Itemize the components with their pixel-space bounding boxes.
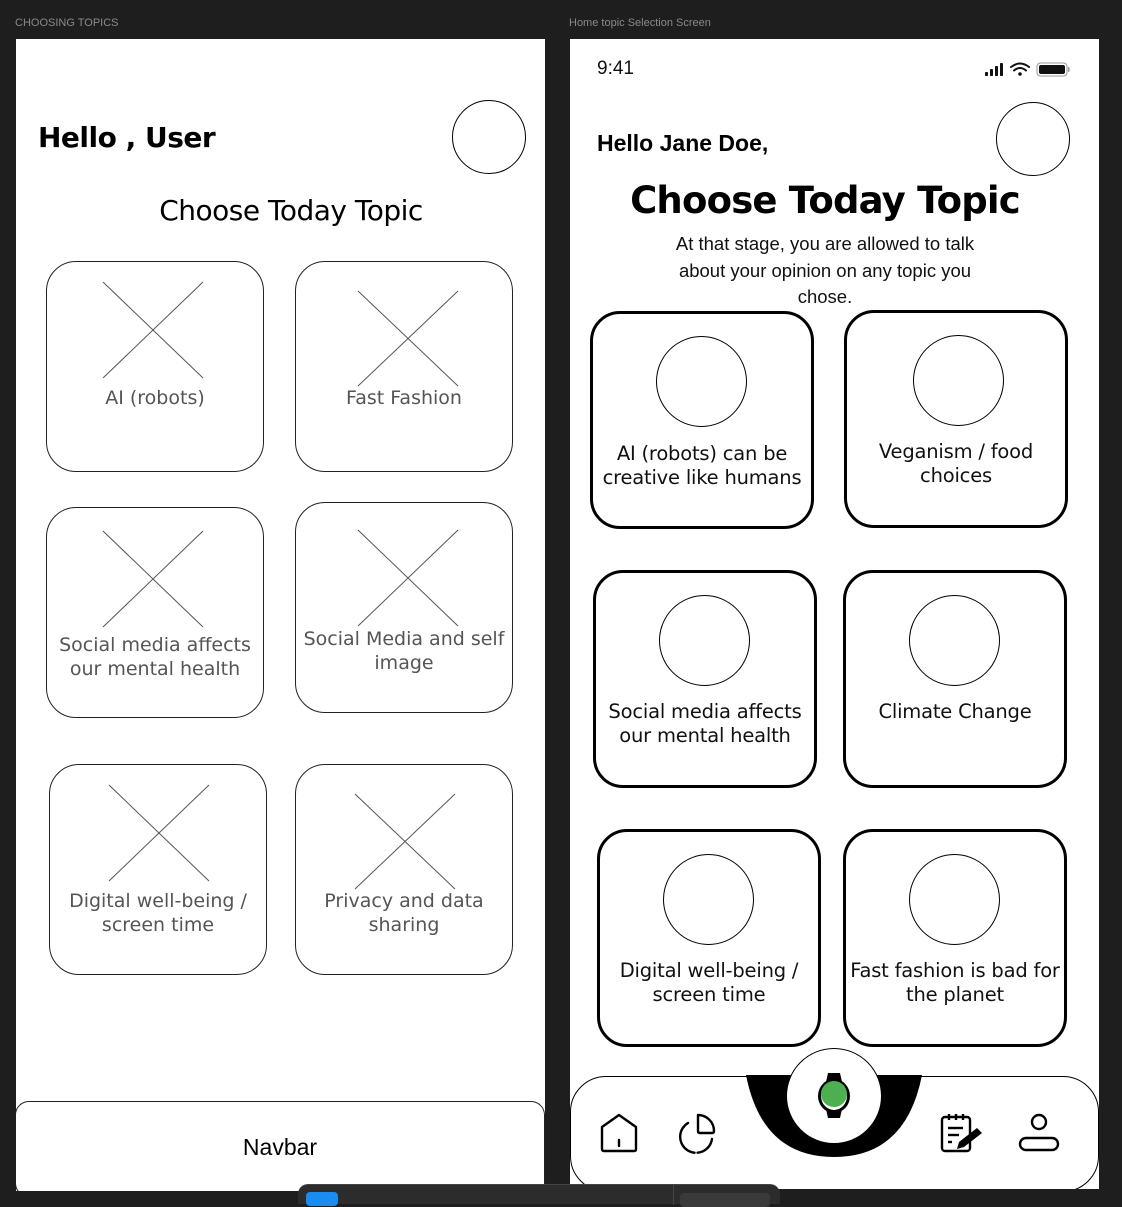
placeholder-x-icon xyxy=(108,784,210,882)
dock-separator xyxy=(673,1185,674,1205)
record-watch-icon xyxy=(786,1048,882,1144)
page-title: Choose Today Topic xyxy=(630,179,1020,222)
topic-card-social-media-mental-health[interactable] xyxy=(46,507,264,718)
topic-label: Digital well-being / screen time xyxy=(619,959,799,1006)
dock-item[interactable] xyxy=(680,1193,770,1207)
record-button[interactable] xyxy=(786,1048,882,1144)
placeholder-x-icon xyxy=(354,793,456,890)
status-icons xyxy=(984,61,1072,79)
signal-icon xyxy=(985,63,1003,76)
topic-label: Fast fashion is bad for the planet xyxy=(850,959,1060,1006)
topic-card-digital-wellbeing[interactable] xyxy=(49,764,267,975)
topic-label: Social Media and self image xyxy=(303,628,505,674)
topic-label: AI (robots) can be creative like humans xyxy=(602,442,802,489)
status-time: 9:41 xyxy=(597,58,634,79)
greeting: Hello Jane Doe, xyxy=(597,130,769,156)
topic-label: Social media affects our mental health xyxy=(608,700,802,747)
topic-label: Climate Change xyxy=(878,700,1032,723)
battery-icon xyxy=(1037,63,1070,76)
topic-card-ai-creative[interactable] xyxy=(590,311,814,529)
topic-label: Digital well-being / screen time xyxy=(69,890,247,936)
navbar-label: Navbar xyxy=(242,1134,318,1160)
page-subtitle: At that stage, you are allowed to talk about your opinion on any topic you chose. xyxy=(675,233,975,307)
topic-label: Veganism / food choices xyxy=(878,440,1034,487)
topic-image-placeholder xyxy=(913,335,1004,426)
app-dock xyxy=(298,1184,780,1204)
topic-image-placeholder xyxy=(656,336,747,427)
profile-icon[interactable] xyxy=(1016,1111,1062,1155)
topic-label: Fast Fashion xyxy=(346,387,462,409)
wifi-icon xyxy=(1011,64,1029,76)
topic-card-privacy[interactable] xyxy=(295,764,513,975)
topic-card-veganism[interactable] xyxy=(844,310,1068,528)
topic-image-placeholder xyxy=(663,854,754,945)
notes-edit-icon[interactable] xyxy=(939,1111,985,1155)
topic-card-social-media-self-image[interactable] xyxy=(295,502,513,713)
topic-card-fast-fashion[interactable] xyxy=(295,261,513,472)
placeholder-x-icon xyxy=(102,530,204,628)
frame-label-home-topic-selection[interactable]: Home topic Selection Screen xyxy=(569,17,711,29)
dock-app-icon[interactable] xyxy=(306,1192,338,1206)
avatar[interactable] xyxy=(996,102,1070,176)
wireframe-choosing-topics xyxy=(16,39,545,1191)
placeholder-x-icon xyxy=(102,281,204,379)
avatar[interactable] xyxy=(452,100,526,174)
topic-image-placeholder xyxy=(659,595,750,686)
topic-card-climate-change[interactable] xyxy=(843,570,1067,788)
placeholder-x-icon xyxy=(357,290,459,387)
topic-card-fast-fashion[interactable] xyxy=(843,829,1067,1047)
topic-card-digital-wellbeing[interactable] xyxy=(597,829,821,1047)
frame-label-choosing-topics[interactable]: CHOOSING TOPICS xyxy=(15,17,119,29)
topic-card-ai[interactable] xyxy=(46,261,264,472)
navbar-placeholder[interactable] xyxy=(16,1101,545,1191)
topic-card-social-media-mental-health[interactable] xyxy=(593,570,817,788)
home-icon[interactable] xyxy=(598,1111,642,1155)
page-title: Choose Today Topic xyxy=(159,194,423,227)
greeting: Hello , User xyxy=(38,121,216,154)
home-topic-selection-screen xyxy=(570,39,1099,1189)
placeholder-x-icon xyxy=(357,529,459,627)
chart-pie-icon[interactable] xyxy=(676,1111,720,1155)
topic-image-placeholder xyxy=(909,854,1000,945)
topic-label: Social media affects our mental health xyxy=(59,634,251,680)
topic-image-placeholder xyxy=(909,595,1000,686)
topic-label: Privacy and data sharing xyxy=(324,890,484,936)
topic-label: AI (robots) xyxy=(105,387,205,409)
